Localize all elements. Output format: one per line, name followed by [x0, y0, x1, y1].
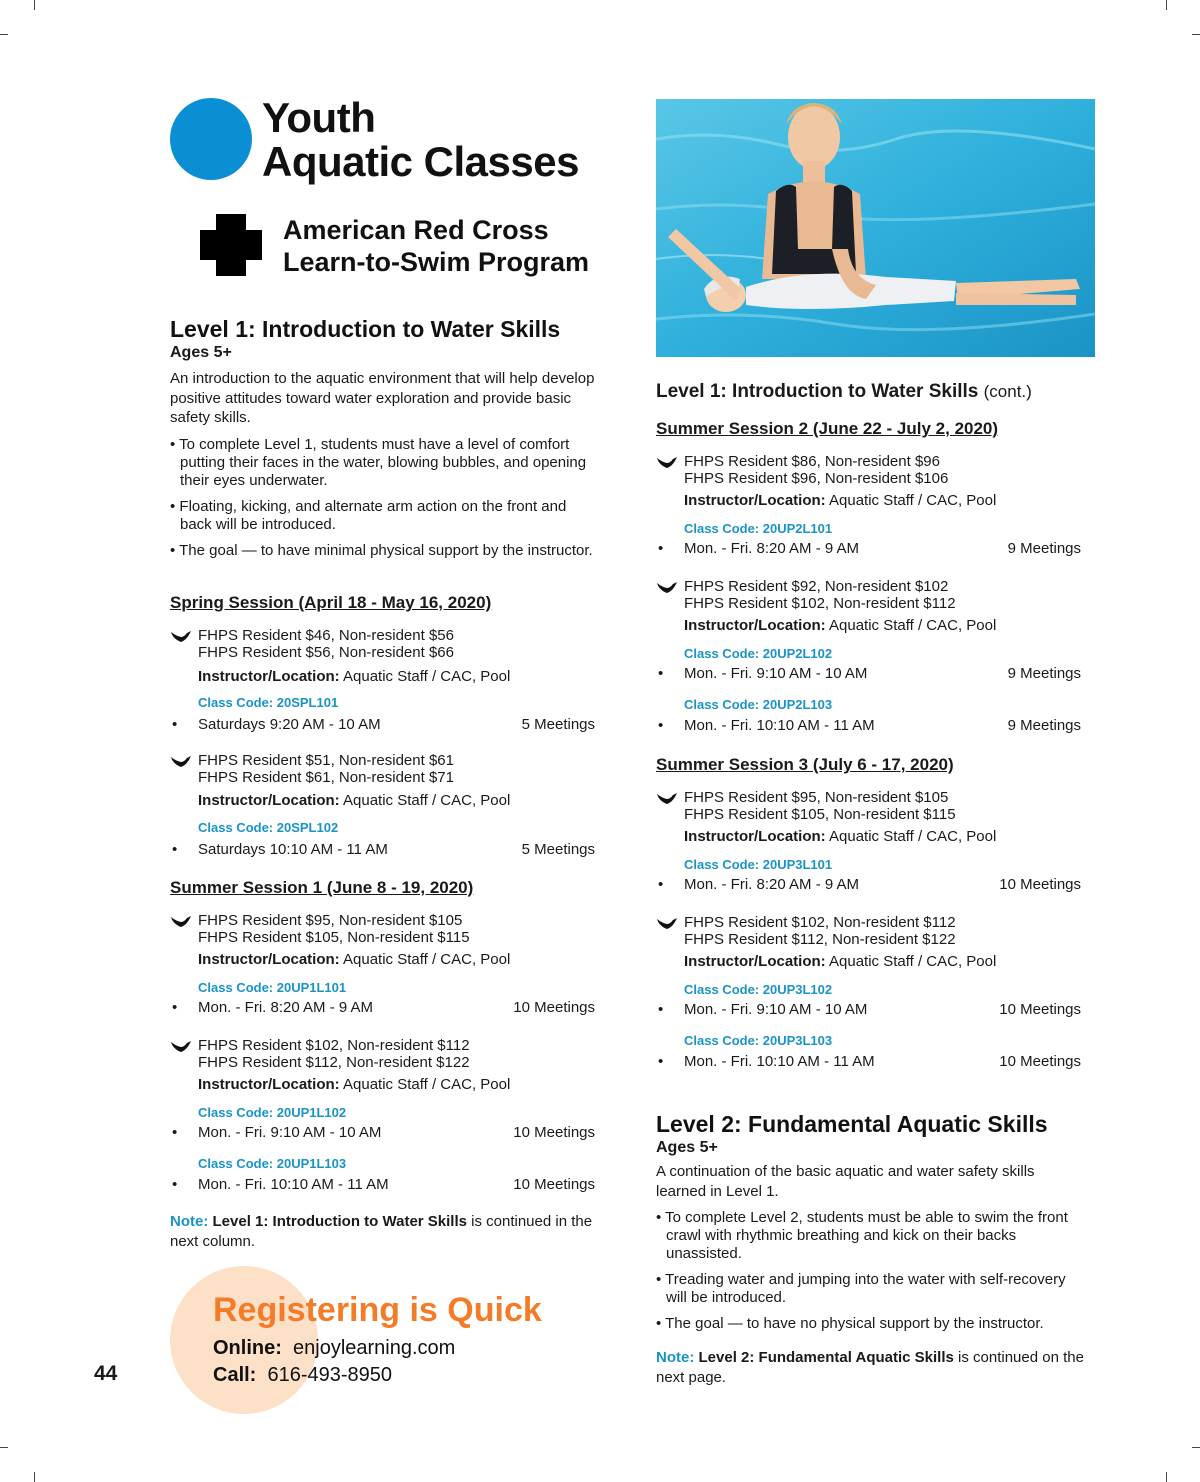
class-code: Class Code: 20UP1L103	[198, 1156, 347, 1171]
schedule-row: • Mon. - Fri. 10:10 AM - 11 AM	[658, 1053, 875, 1070]
class-code: Class Code: 20UP1L101	[198, 980, 347, 995]
meeting-count: 10 Meetings	[999, 876, 1081, 893]
summer1-session	[172, 912, 598, 1203]
level1-title: Level 1: Introduction to Water Skills	[170, 316, 561, 342]
level1-ages: Ages 5+	[170, 344, 232, 361]
level2-bullet: • To complete Level 2, students must be able to swim the front crawl with rhythmic breathing and kick on their backs unassisted.	[656, 1209, 1068, 1262]
meeting-count: 10 Meetings	[513, 1124, 595, 1141]
level1-description: An introduction to the aquatic environment that will help develop positive attitudes toward water exploration and provide basic safety skills.	[170, 370, 595, 426]
level1-section	[170, 315, 610, 560]
price-line: FHPS Resident $92, Non-resident $102	[684, 578, 949, 595]
level1-bullet: • Floating, kicking, and alternate arm action on the front and back will be introduced.	[170, 497, 567, 533]
price-line: FHPS Resident $46, Non-resident $56	[198, 627, 454, 644]
schedule-row: • Mon. - Fri. 9:10 AM - 10 AM	[172, 1124, 382, 1141]
price-line: FHPS Resident $61, Non-resident $71	[198, 768, 454, 786]
level2-ages: Ages 5+	[656, 1139, 718, 1156]
level2-description: A continuation of the basic aquatic and water safety skills learned in Level 1.	[656, 1163, 1035, 1200]
instructor-location: Instructor/Location: Aquatic Staff / CAC, Pool	[684, 828, 997, 845]
program-title	[283, 214, 589, 278]
schedule-row: • Mon. - Fri. 8:20 AM - 9 AM	[658, 876, 860, 893]
swim-lesson-photo	[656, 99, 1095, 357]
fee-group	[198, 1038, 470, 1071]
level2-title: Level 2: Fundamental Aquatic Skills	[656, 1111, 1048, 1137]
fee-group	[198, 753, 454, 786]
meeting-count: 5 Meetings	[521, 716, 595, 733]
register-call: Call: 616-493-8950	[213, 1364, 393, 1386]
instructor-location: Instructor/Location: Aquatic Staff / CAC, Pool	[684, 617, 997, 634]
level1-bullet: • The goal — to have minimal physical support by the instructor.	[170, 541, 593, 559]
price-line: FHPS Resident $112, Non-resident $122	[684, 930, 956, 948]
price-line: FHPS Resident $56, Non-resident $66	[198, 643, 454, 661]
meeting-count: 10 Meetings	[513, 1176, 595, 1193]
level2-bullet: • The goal — to have no physical support by the instructor.	[656, 1315, 1044, 1332]
summer2-session	[658, 453, 1084, 744]
session-title-spring: Spring Session (April 18 - May 16, 2020)	[170, 593, 492, 612]
session-title-summer2: Summer Session 2 (June 22 - July 2, 2020)	[656, 419, 999, 438]
instructor-location: Instructor/Location: Aquatic Staff / CAC, Pool	[198, 951, 511, 968]
price-line: FHPS Resident $51, Non-resident $61	[198, 752, 454, 769]
meeting-count: 9 Meetings	[1007, 665, 1081, 682]
title-line-2: Aquatic Classes	[262, 138, 579, 185]
price-line: FHPS Resident $86, Non-resident $96	[684, 453, 940, 470]
fee-group	[198, 628, 454, 661]
instructor-location: Instructor/Location: Aquatic Staff / CAC, Pool	[198, 1076, 511, 1093]
session-title-summer3: Summer Session 3 (July 6 - 17, 2020)	[656, 755, 954, 774]
fee-group	[684, 915, 956, 948]
schedule-row: • Mon. - Fri. 9:10 AM - 10 AM	[658, 665, 868, 682]
whistle-icon	[170, 630, 192, 644]
meeting-count: 10 Meetings	[999, 1053, 1081, 1070]
schedule-row: • Mon. - Fri. 8:20 AM - 9 AM	[172, 999, 374, 1016]
price-line: FHPS Resident $95, Non-resident $105	[198, 912, 463, 929]
schedule-row: • Mon. - Fri. 9:10 AM - 10 AM	[658, 1001, 868, 1018]
price-line: FHPS Resident $102, Non-resident $112	[684, 914, 956, 931]
schedule-row: • Saturdays 9:20 AM - 10 AM	[172, 716, 381, 733]
whistle-icon	[656, 792, 678, 806]
instructor-location: Instructor/Location: Aquatic Staff / CAC, Pool	[684, 953, 997, 970]
register-online: Online: enjoylearning.com	[213, 1337, 456, 1359]
whistle-icon	[656, 581, 678, 595]
class-code: Class Code: 20SPL101	[198, 695, 339, 710]
level2-bullet: • Treading water and jumping into the water with self-recovery will be introduced.	[656, 1271, 1066, 1306]
whistle-icon	[170, 1040, 192, 1054]
summer3-session	[658, 789, 1084, 1080]
register-url[interactable]: enjoylearning.com	[293, 1337, 456, 1359]
class-code: Class Code: 20UP2L101	[684, 521, 833, 536]
price-line: FHPS Resident $112, Non-resident $122	[198, 1053, 470, 1071]
price-line: FHPS Resident $95, Non-resident $105	[684, 789, 949, 806]
meeting-count: 5 Meetings	[521, 841, 595, 858]
price-line: FHPS Resident $96, Non-resident $106	[684, 469, 949, 487]
level1-cont-title: Level 1: Introduction to Water Skills (cont.)	[656, 381, 1032, 402]
red-cross-logo-bar	[200, 230, 262, 260]
header-circle	[170, 98, 252, 180]
price-line: FHPS Resident $102, Non-resident $112	[684, 594, 956, 612]
fee-group	[198, 913, 470, 946]
note-level2: Note: Level 2: Fundamental Aquatic Skills is continued on the next page.	[656, 1349, 1084, 1386]
meeting-count: 10 Meetings	[999, 1001, 1081, 1018]
whistle-icon	[170, 915, 192, 929]
fee-group	[684, 454, 948, 487]
page-number: 44	[94, 1362, 118, 1385]
title-line-1: Youth	[262, 94, 376, 141]
program-line-2: Learn-to-Swim Program	[283, 247, 590, 277]
whistle-icon	[656, 917, 678, 931]
price-line: FHPS Resident $102, Non-resident $112	[198, 1037, 470, 1054]
schedule-row: • Mon. - Fri. 10:10 AM - 11 AM	[172, 1176, 389, 1193]
class-code: Class Code: 20UP1L102	[198, 1105, 347, 1120]
schedule-row: • Saturdays 10:10 AM - 11 AM	[172, 841, 388, 858]
price-line: FHPS Resident $105, Non-resident $115	[198, 928, 470, 946]
whistle-icon	[170, 755, 192, 769]
instructor-location: Instructor/Location: Aquatic Staff / CAC, Pool	[198, 792, 511, 809]
spring-session	[172, 627, 598, 868]
fee-group	[684, 579, 956, 612]
class-code: Class Code: 20UP3L101	[684, 857, 833, 872]
class-code: Class Code: 20SPL102	[198, 820, 339, 835]
meeting-count: 9 Meetings	[1007, 717, 1081, 734]
meeting-count: 10 Meetings	[513, 999, 595, 1016]
class-code: Class Code: 20UP3L102	[684, 982, 833, 997]
page-title	[262, 96, 579, 184]
level2-section	[656, 1110, 1096, 1333]
class-code: Class Code: 20UP2L102	[684, 646, 833, 661]
instructor-location: Instructor/Location: Aquatic Staff / CAC, Pool	[684, 492, 997, 509]
schedule-row: • Mon. - Fri. 10:10 AM - 11 AM	[658, 717, 875, 734]
note-level1: Note: Level 1: Introduction to Water Skills is continued in the next column.	[170, 1213, 593, 1250]
register-title: Registering is Quick	[213, 1291, 542, 1329]
register-phone[interactable]: 616-493-8950	[267, 1364, 393, 1386]
whistle-icon	[656, 456, 678, 470]
price-line: FHPS Resident $105, Non-resident $115	[684, 805, 956, 823]
schedule-row: • Mon. - Fri. 8:20 AM - 9 AM	[658, 540, 860, 557]
program-line-1: American Red Cross	[283, 215, 549, 245]
session-title-summer1: Summer Session 1 (June 8 - 19, 2020)	[170, 878, 474, 897]
instructor-location: Instructor/Location: Aquatic Staff / CAC, Pool	[198, 668, 511, 685]
class-code: Class Code: 20UP2L103	[684, 697, 833, 712]
level1-bullet: • To complete Level 1, students must have a level of comfort putting their faces in the water, blowing bubbles, and opening their eyes underwater.	[170, 435, 587, 489]
fee-group	[684, 790, 956, 823]
meeting-count: 9 Meetings	[1007, 540, 1081, 557]
class-code: Class Code: 20UP3L103	[684, 1033, 833, 1048]
